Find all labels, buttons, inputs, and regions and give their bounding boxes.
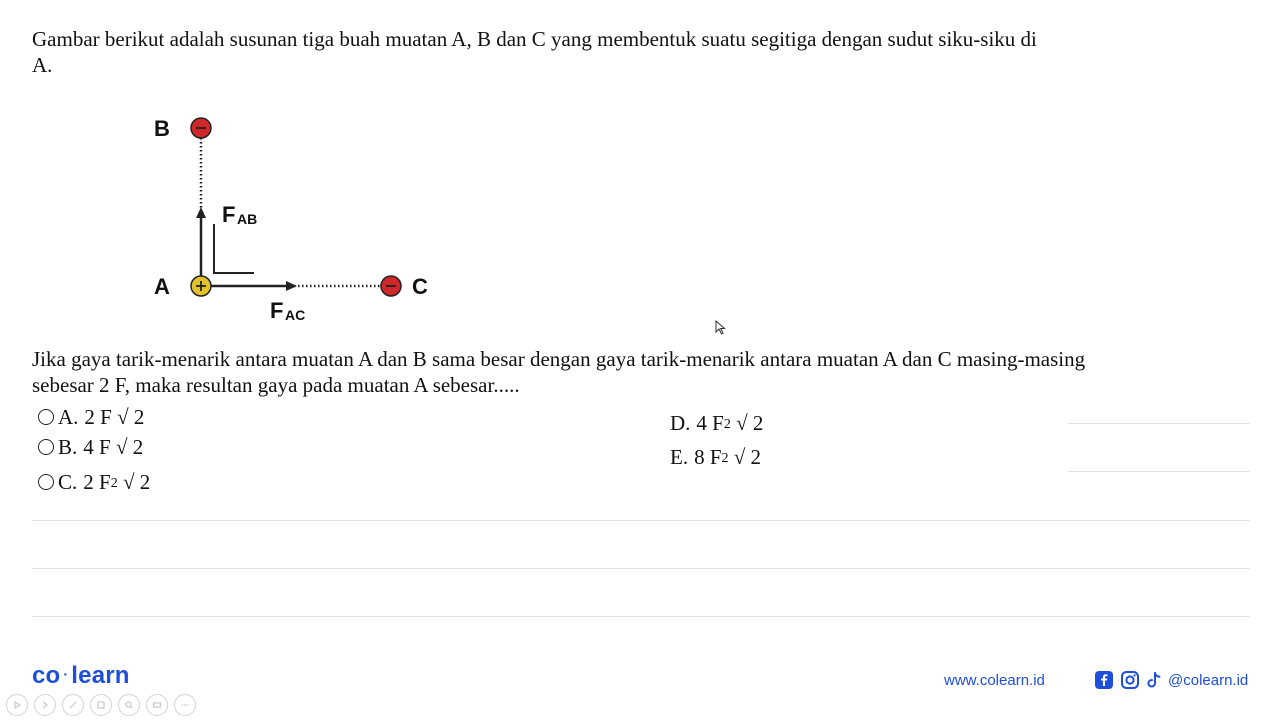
option-e-main: 8 F xyxy=(694,445,722,469)
option-a-letter: A. xyxy=(58,405,79,429)
copy-icon[interactable] xyxy=(90,694,112,716)
logo-left: co xyxy=(32,662,61,689)
option-d-letter: D. xyxy=(670,411,691,435)
tiktok-icon[interactable] xyxy=(1144,670,1164,690)
option-e[interactable]: E. 8 F $^2$ √ 2 xyxy=(670,445,762,469)
option-c-letter: C. xyxy=(58,470,78,494)
more-icon[interactable] xyxy=(174,694,196,716)
caption-icon[interactable] xyxy=(146,694,168,716)
play-icon[interactable] xyxy=(6,694,28,716)
option-a-text: 2 F √ 2 xyxy=(84,405,145,429)
logo-right: learn xyxy=(71,662,130,689)
option-d-root: √ 2 xyxy=(730,411,764,435)
toolbar xyxy=(6,694,196,716)
option-d-main: 4 F xyxy=(696,411,724,435)
label-a: A xyxy=(154,274,170,299)
label-fab-sub: AB xyxy=(237,211,258,227)
option-e-root: √ 2 xyxy=(728,445,762,469)
colearn-logo xyxy=(32,662,130,690)
diagram-svg xyxy=(140,104,440,334)
option-c[interactable]: C. 2 F $^2$ √ 2 xyxy=(38,469,150,495)
zoom-icon[interactable] xyxy=(118,694,140,716)
option-c-root: √ 2 xyxy=(117,470,151,494)
right-angle-marker xyxy=(214,224,254,273)
next-icon[interactable] xyxy=(34,694,56,716)
option-b-letter: B. xyxy=(58,435,78,459)
option-c-main: 2 F xyxy=(83,470,111,494)
label-fac-sub: AC xyxy=(285,307,306,323)
force-ac-arrowhead xyxy=(286,281,297,291)
label-b: B xyxy=(154,116,170,141)
label-fab: F xyxy=(222,202,236,227)
divider-line xyxy=(32,616,1250,617)
force-ab-arrowhead xyxy=(196,207,206,218)
logo-dot: · xyxy=(63,666,69,682)
option-a[interactable] xyxy=(38,404,144,430)
website-link[interactable]: www.colearn.id xyxy=(944,672,1045,689)
option-e-letter: E. xyxy=(670,445,689,469)
label-fac: F xyxy=(270,298,284,323)
divider-line xyxy=(32,520,1250,521)
radio-icon[interactable] xyxy=(38,439,54,455)
option-d[interactable]: D. 4 F $^2$ √ 2 xyxy=(670,411,764,435)
option-b-text: 4 F √ 2 xyxy=(83,435,144,459)
social-handle[interactable]: @colearn.id xyxy=(1168,672,1249,689)
radio-icon[interactable] xyxy=(38,474,54,490)
question-body: Jika gaya tarik-menarik antara muatan A dan B sama besar dengan gaya tarik-menarik antara muatan A dan C masing-masing sebesar 2 F, maka resultan gaya pada muatan A sebesar..... xyxy=(32,347,1086,397)
label-c: C xyxy=(412,274,428,299)
pen-icon[interactable] xyxy=(62,694,84,716)
instagram-icon[interactable] xyxy=(1120,670,1140,690)
mouse-cursor-icon xyxy=(715,320,727,341)
question-intro: Gambar berikut adalah susunan tiga buah muatan A, B dan C yang membentuk suatu segitiga dengan sudut siku-siku di A. xyxy=(32,27,1037,77)
divider-line xyxy=(32,568,1250,569)
option-b[interactable] xyxy=(38,434,143,460)
facebook-icon[interactable] xyxy=(1094,670,1114,690)
divider-line xyxy=(1068,423,1250,424)
radio-icon[interactable] xyxy=(38,409,54,425)
divider-line xyxy=(1068,471,1250,472)
charge-diagram xyxy=(140,104,440,339)
